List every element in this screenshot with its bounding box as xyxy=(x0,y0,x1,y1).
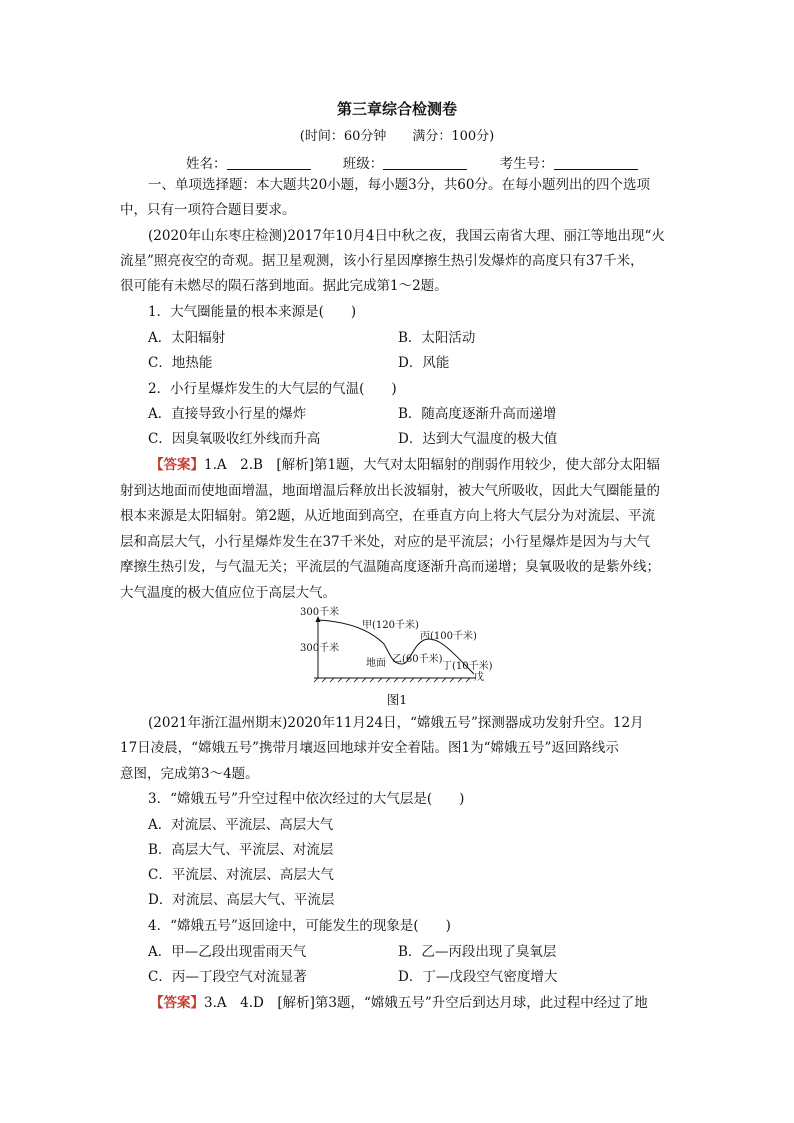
passage1-line2: 流星”照亮夜空的奇观。据卫星观测，该小行星因摩擦生热引发爆炸的高度只有37千米， xyxy=(120,253,644,269)
label-wu: 戊 xyxy=(474,672,484,683)
q3-option-c[interactable]: C．平流层、对流层、高层大气 xyxy=(148,867,334,883)
q2-option-d[interactable]: D．达到大气温度的极大值 xyxy=(398,431,558,447)
q1-stem: 1．大气圈能量的根本来源是( ) xyxy=(148,304,357,320)
exam-no-label: 考生号： xyxy=(499,156,554,172)
answer1-line4: 层和高层大气，小行星爆炸发生在37千米处，对应的是平流层；小行星爆炸是因为与大气 xyxy=(120,534,651,550)
label-ding: 丁(10千米) xyxy=(442,661,493,672)
answer1-line3: 根本来源是太阳辐射。第2题，从近地面到高空，在垂直方向上将大气层分为对流层、平流 xyxy=(120,508,656,524)
q4-option-c[interactable]: C．丙—丁段空气对流显著 xyxy=(148,969,307,985)
answer1-line2: 射到达地面而使地面增温，地面增温后释放出长波辐射，被大气所吸收，因此大气圈能量的 xyxy=(120,483,660,499)
q1-option-c[interactable]: C．地热能 xyxy=(148,355,213,371)
figure1-return-route-diagram xyxy=(296,604,496,688)
time-score-line: (时间：60分钟 满分：100分) xyxy=(299,129,495,144)
q3-stem: 3．“嫦娥五号”升空过程中依次经过的大气层是( ) xyxy=(148,791,465,807)
q2-option-b[interactable]: B．随高度逐渐升高而递增 xyxy=(398,406,557,422)
label-ground: 地面 xyxy=(366,658,386,669)
q4-option-a[interactable]: A．甲—乙段出现雷雨天气 xyxy=(148,944,307,960)
q1-option-a[interactable]: A．太阳辐射 xyxy=(148,330,226,346)
answer1-line1: 【答案】1.A 2.B [解析]第1题，大气对太阳辐射的削弱作用较少，使大部分太阳辐 xyxy=(150,457,661,473)
figure1-caption: 图1 xyxy=(386,692,408,707)
section-intro-line2: 中，只有一项符合题目要求。 xyxy=(120,202,296,218)
q3-option-d[interactable]: D．对流层、高层大气、平流层 xyxy=(148,892,335,908)
ground-hatching xyxy=(314,678,470,682)
q2-stem: 2．小行星爆炸发生的大气层的气温( ) xyxy=(148,381,397,397)
passage2-line2: 17日凌晨，“嫦娥五号”携带月壤返回地球并安全着陆。图1为“嫦娥五号”返回路线示 xyxy=(120,740,619,756)
label-300km-top: 300千米 xyxy=(300,607,340,618)
q4-stem: 4．“嫦娥五号”返回途中，可能发生的现象是( ) xyxy=(148,918,451,934)
answer-tag: 【答案】 xyxy=(150,995,204,1011)
student-info-row xyxy=(186,152,666,172)
section-intro-line1: 一、单项选择题：本大题共20小题，每小题3分，共60分。在每小题列出的四个选项 xyxy=(148,177,650,193)
q1-option-d[interactable]: D．风能 xyxy=(398,355,450,371)
q4-option-d[interactable]: D．丁—戊段空气密度增大 xyxy=(398,969,558,985)
q3-option-b[interactable]: B．高层大气、平流层、对流层 xyxy=(148,842,334,858)
label-jia: 甲(120千米) xyxy=(362,620,419,631)
label-bing: 丙(100千米) xyxy=(420,631,477,642)
q2-option-a[interactable]: A．直接导致小行星的爆炸 xyxy=(148,406,307,422)
class-label: 班级： xyxy=(342,156,384,172)
answer2-line1: 【答案】3.A 4.D [解析]第3题，“嫦娥五号”升空后到达月球，此过程中经过了地 xyxy=(150,995,648,1011)
passage2-line3: 意图，完成第3～4题。 xyxy=(120,766,259,782)
passage2-line1: (2021年浙江温州期末)2020年11月24日，“嫦娥五号”探测器成功发射升空。12月 xyxy=(148,715,644,731)
passage1-line3: 很可能有未燃尽的陨石落到地面。据此完成第1～2题。 xyxy=(120,278,448,294)
label-yi: 乙(60千米) xyxy=(392,654,443,665)
page-title: 第三章综合检测卷 xyxy=(336,100,457,118)
q4-option-b[interactable]: B．乙—丙段出现了臭氧层 xyxy=(398,944,557,960)
class-blank[interactable] xyxy=(383,155,467,170)
label-300km-mid: 300千米 xyxy=(300,643,340,654)
q3-option-a[interactable]: A．对流层、平流层、高层大气 xyxy=(148,817,334,833)
answer1-line6: 大气温度的极大值应位于高层大气。 xyxy=(120,585,336,601)
passage1-line1: (2020年山东枣庄检测)2017年10月4日中秋之夜，我国云南省大理、丽江等地出现“火 xyxy=(148,228,665,244)
q2-option-c[interactable]: C．因臭氧吸收红外线而升高 xyxy=(148,431,321,447)
name-label: 姓名： xyxy=(186,156,227,172)
answer-tag: 【答案】 xyxy=(150,457,204,473)
name-blank[interactable] xyxy=(227,155,311,170)
answer1-line5: 摩擦生热引发，与气温无关；平流层的气温随高度逐渐升高而递增；臭氧吸收的是紫外线； xyxy=(120,559,660,575)
exam-no-blank[interactable] xyxy=(554,155,638,170)
q1-option-b[interactable]: B．太阳活动 xyxy=(398,330,476,346)
